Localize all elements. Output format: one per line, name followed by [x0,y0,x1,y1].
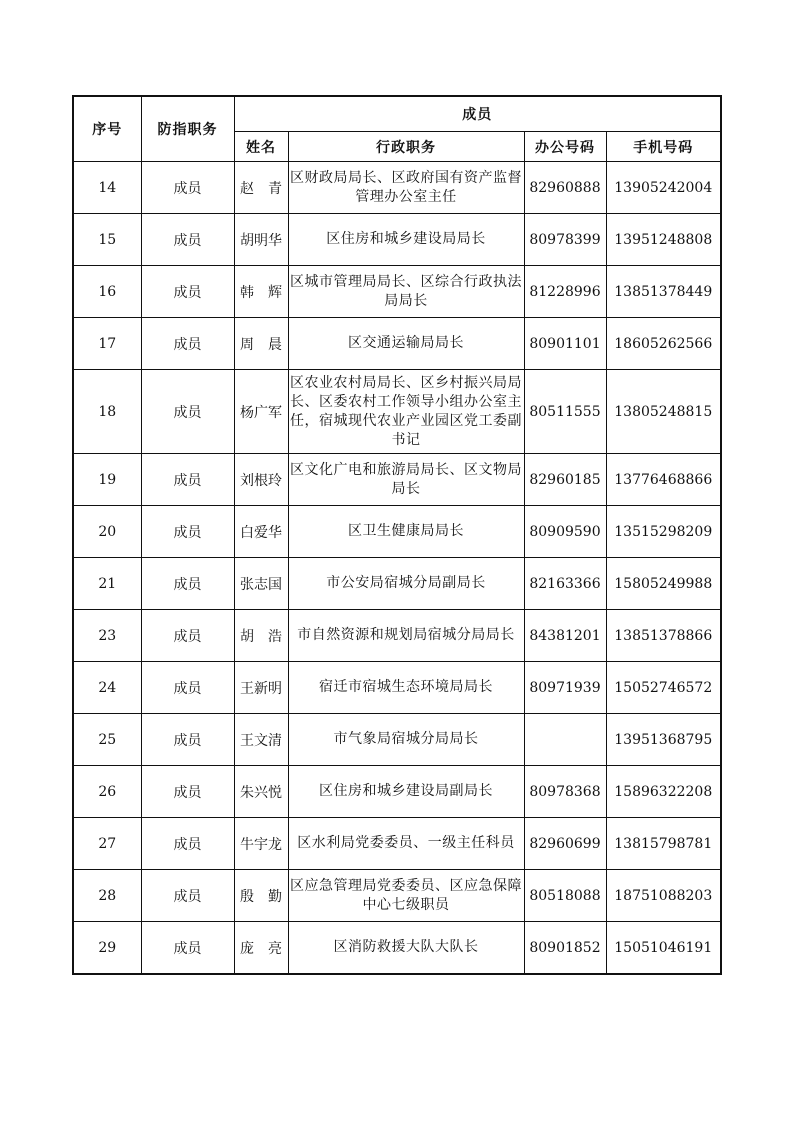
table-row [73,818,721,870]
cell-name: 韩 辉 [234,266,288,318]
cell-role: 成员 [141,266,234,318]
cell-office: 80978399 [524,214,606,266]
cell-name: 庞 亮 [234,922,288,975]
cell-title: 区农业农村局局长、区乡村振兴局局长、区委农村工作领导小组办公室主任，宿城现代农业产业园区党工委副书记 [288,370,524,454]
cell-mobile: 15805249988 [606,558,721,610]
header-seq: 序号 [73,96,141,162]
cell-name: 杨广军 [234,370,288,454]
cell-name: 胡明华 [234,214,288,266]
cell-seq: 18 [73,370,141,454]
cell-name: 刘根玲 [234,454,288,506]
cell-title: 区城市管理局局长、区综合行政执法局局长 [288,266,524,318]
cell-title: 区交通运输局局长 [288,318,524,370]
header-office-phone: 办公号码 [524,132,606,162]
cell-role: 成员 [141,506,234,558]
table-row [73,766,721,818]
cell-seq: 27 [73,818,141,870]
cell-seq: 23 [73,610,141,662]
cell-mobile: 15896322208 [606,766,721,818]
table-row [73,870,721,922]
cell-seq: 14 [73,162,141,214]
cell-seq: 19 [73,454,141,506]
cell-mobile: 13815798781 [606,818,721,870]
table-row [73,162,721,214]
cell-seq: 20 [73,506,141,558]
header-mobile-phone: 手机号码 [606,132,721,162]
cell-mobile: 13515298209 [606,506,721,558]
cell-name: 周 晨 [234,318,288,370]
cell-seq: 16 [73,266,141,318]
cell-title: 区财政局局长、区政府国有资产监督管理办公室主任 [288,162,524,214]
cell-title: 市公安局宿城分局副局长 [288,558,524,610]
cell-office: 80901101 [524,318,606,370]
cell-seq: 24 [73,662,141,714]
cell-role: 成员 [141,162,234,214]
cell-role: 成员 [141,558,234,610]
cell-office: 82960888 [524,162,606,214]
cell-seq: 17 [73,318,141,370]
cell-role: 成员 [141,214,234,266]
cell-role: 成员 [141,818,234,870]
table-row [73,266,721,318]
cell-title: 区住房和城乡建设局局长 [288,214,524,266]
cell-role: 成员 [141,870,234,922]
table-row [73,318,721,370]
cell-seq: 26 [73,766,141,818]
cell-office: 80901852 [524,922,606,975]
table-row [73,610,721,662]
cell-name: 王新明 [234,662,288,714]
cell-name: 殷 勤 [234,870,288,922]
cell-role: 成员 [141,662,234,714]
cell-office: 80511555 [524,370,606,454]
cell-name: 朱兴悦 [234,766,288,818]
cell-role: 成员 [141,454,234,506]
cell-title: 区住房和城乡建设局副局长 [288,766,524,818]
cell-name: 赵 青 [234,162,288,214]
cell-seq: 21 [73,558,141,610]
table-row [73,558,721,610]
table-row [73,370,721,454]
cell-role: 成员 [141,318,234,370]
cell-name: 牛宇龙 [234,818,288,870]
header-name: 姓名 [234,132,288,162]
table-row [73,454,721,506]
cell-office: 80909590 [524,506,606,558]
cell-name: 王文清 [234,714,288,766]
cell-office: 82960699 [524,818,606,870]
cell-mobile: 18605262566 [606,318,721,370]
cell-name: 胡 浩 [234,610,288,662]
cell-role: 成员 [141,714,234,766]
cell-mobile: 13776468866 [606,454,721,506]
cell-role: 成员 [141,370,234,454]
cell-mobile: 13905242004 [606,162,721,214]
cell-title: 区水利局党委委员、一级主任科员 [288,818,524,870]
table-row [73,662,721,714]
cell-office: 84381201 [524,610,606,662]
cell-mobile: 15052746572 [606,662,721,714]
cell-office: 82163366 [524,558,606,610]
cell-office: 80978368 [524,766,606,818]
cell-role: 成员 [141,610,234,662]
cell-office [524,714,606,766]
table-row [73,214,721,266]
cell-title: 区卫生健康局局长 [288,506,524,558]
cell-office: 80971939 [524,662,606,714]
cell-office: 81228996 [524,266,606,318]
cell-title: 宿迁市宿城生态环境局局长 [288,662,524,714]
table-row [73,714,721,766]
cell-title: 市气象局宿城分局局长 [288,714,524,766]
cell-role: 成员 [141,922,234,975]
cell-mobile: 15051046191 [606,922,721,975]
cell-role: 成员 [141,766,234,818]
cell-office: 80518088 [524,870,606,922]
cell-mobile: 13951248808 [606,214,721,266]
cell-title: 市自然资源和规划局宿城分局局长 [288,610,524,662]
cell-office: 82960185 [524,454,606,506]
cell-title: 区消防救援大队大队长 [288,922,524,975]
cell-name: 白爱华 [234,506,288,558]
cell-name: 张志国 [234,558,288,610]
header-role: 防指职务 [141,96,234,162]
cell-mobile: 13805248815 [606,370,721,454]
cell-mobile: 18751088203 [606,870,721,922]
header-admin-title: 行政职务 [288,132,524,162]
table-row [73,922,721,975]
cell-mobile: 13851378866 [606,610,721,662]
header-members: 成员 [234,96,721,132]
cell-seq: 29 [73,922,141,975]
cell-title: 区应急管理局党委委员、区应急保障中心七级职员 [288,870,524,922]
cell-seq: 25 [73,714,141,766]
members-table [72,95,722,975]
cell-mobile: 13951368795 [606,714,721,766]
cell-seq: 28 [73,870,141,922]
cell-title: 区文化广电和旅游局局长、区文物局局长 [288,454,524,506]
cell-seq: 15 [73,214,141,266]
cell-mobile: 13851378449 [606,266,721,318]
table-row [73,506,721,558]
